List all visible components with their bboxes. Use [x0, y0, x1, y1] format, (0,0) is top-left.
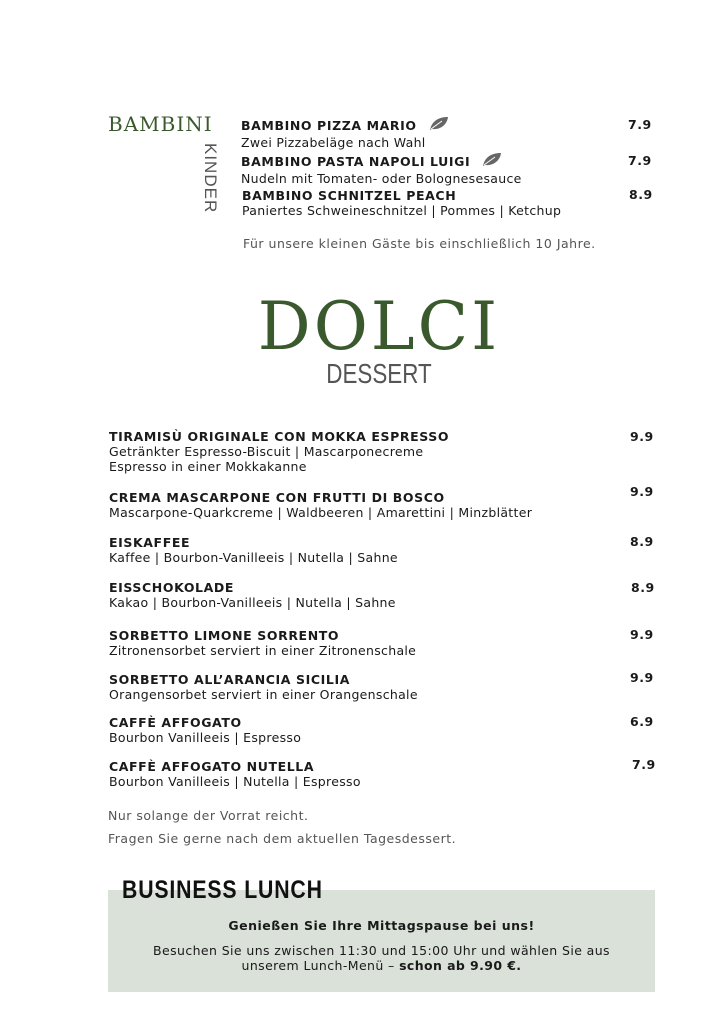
item-name: SORBETTO ALL’ARANCIA SICILIA [109, 672, 350, 687]
item-description: Kakao | Bourbon-Vanilleeis | Nutella | Sahne [109, 595, 396, 610]
menu-item [109, 580, 396, 610]
business-lunch-text [108, 943, 655, 973]
item-name: CAFFÈ AFFOGATO NUTELLA [109, 759, 315, 774]
dolci-title: DOLCI [257, 288, 501, 365]
item-description: Espresso in einer Mokkakanne [109, 459, 307, 474]
item-description: Bourbon Vanilleeis | Espresso [109, 730, 302, 745]
dolci-note-stock: Nur solange der Vorrat reicht. [108, 808, 309, 823]
item-description: Paniertes Schweineschnitzel | Pommes | Ketchup [242, 203, 562, 218]
menu-item [241, 116, 450, 150]
item-name: SORBETTO LIMONE SORRENTO [109, 628, 340, 643]
business-lunch-line2: unserem Lunch-Menü – [241, 958, 400, 973]
item-name: CREMA MASCARPONE CON FRUTTI DI BOSCO [109, 490, 445, 505]
dessert-subtitle: DESSERT [326, 358, 432, 389]
leaf-icon [428, 116, 450, 135]
menu-item [109, 759, 361, 789]
item-price: 7.9 [628, 153, 652, 168]
item-price: 7.9 [628, 117, 652, 132]
dolci-note-daily: Fragen Sie gerne nach dem aktuellen Tagesdessert. [108, 831, 457, 846]
bambini-title: BAMBINI [108, 112, 213, 136]
item-price: 9.9 [630, 429, 654, 444]
item-price: 8.9 [630, 534, 654, 549]
item-name: TIRAMISÙ ORIGINALE CON MOKKA ESPRESSO [109, 429, 450, 444]
item-name: CAFFÈ AFFOGATO [109, 715, 242, 730]
item-description: Nudeln mit Tomaten- oder Bolognesesauce [241, 171, 522, 186]
business-lunch-line1: Besuchen Sie uns zwischen 11:30 und 15:00 Uhr und wählen Sie aus [153, 943, 610, 958]
menu-item [109, 715, 301, 745]
menu-item [109, 490, 532, 520]
item-name: EISSCHOKOLADE [109, 580, 234, 595]
item-description: Mascarpone-Quarkcreme | Waldbeeren | Amarettini | Minzblätter [109, 505, 533, 520]
item-description: Zitronensorbet serviert in einer Zitronenschale [109, 643, 417, 658]
menu-item [241, 152, 522, 186]
item-name: EISKAFFEE [109, 535, 191, 550]
item-name: BAMBINO PIZZA MARIO [241, 118, 417, 133]
item-price: 8.9 [629, 187, 653, 202]
item-description: Bourbon Vanilleeis | Nutella | Espresso [109, 774, 361, 789]
item-description: Zwei Pizzabeläge nach Wahl [241, 135, 426, 150]
business-lunch-title: BUSINESS LUNCH [122, 876, 323, 904]
business-lunch-box [108, 890, 655, 992]
business-lunch-price: schon ab 9.90 €. [399, 958, 522, 973]
item-description: Getränkter Espresso-Biscuit | Mascarponecreme [109, 444, 424, 459]
item-price: 7.9 [632, 757, 656, 772]
kinder-subtitle: KINDER [201, 143, 220, 214]
item-price: 9.9 [630, 627, 654, 642]
item-description: Kaffee | Bourbon-Vanilleeis | Nutella | Sahne [109, 550, 398, 565]
menu-item [109, 535, 398, 565]
item-description: Orangensorbet serviert in einer Orangenschale [109, 687, 418, 702]
menu-item [109, 672, 418, 702]
business-lunch-subtitle: Genießen Sie Ihre Mittagspause bei uns! [228, 918, 535, 933]
item-name: BAMBINO SCHNITZEL PEACH [242, 188, 457, 203]
item-name: BAMBINO PASTA NAPOLI LUIGI [241, 154, 471, 169]
item-price: 9.9 [630, 484, 654, 499]
menu-item [242, 188, 561, 218]
menu-item [109, 429, 449, 474]
item-price: 8.9 [631, 580, 655, 595]
bambini-note: Für unsere kleinen Gäste bis einschließlich 10 Jahre. [243, 236, 596, 251]
item-price: 9.9 [630, 670, 654, 685]
leaf-icon [481, 152, 503, 171]
menu-item [109, 628, 416, 658]
item-price: 6.9 [630, 714, 654, 729]
